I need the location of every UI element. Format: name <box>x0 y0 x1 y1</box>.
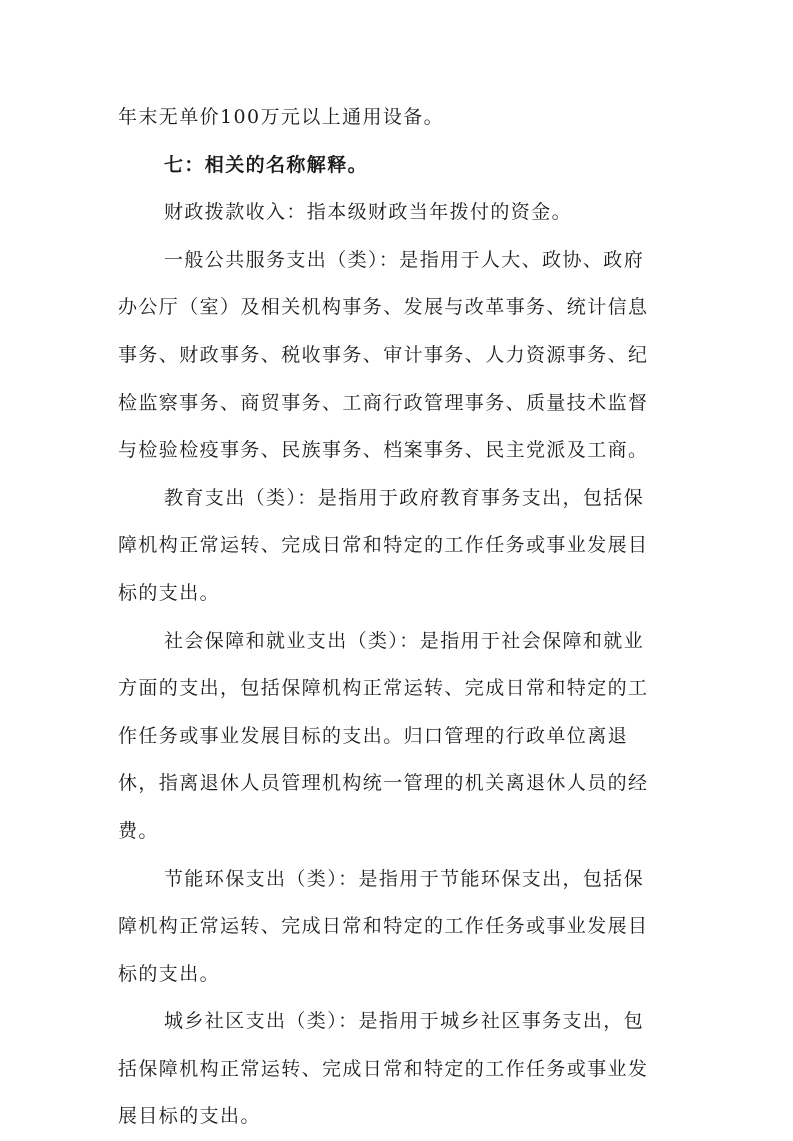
paragraph-line: 费。 <box>118 819 159 842</box>
paragraph-line: 障机构正常运转、完成日常和特定的工作任务或事业发展目 <box>118 534 649 557</box>
paragraph-line: 展目标的支出。 <box>118 1105 261 1128</box>
paragraph-line: 财政拨款收入：指本级财政当年拨付的资金。 <box>164 201 573 224</box>
paragraph-line: 社会保障和就业支出（类）：是指用于社会保障和就业 <box>164 629 645 652</box>
paragraph-line: 检监察事务、商贸事务、工商行政管理事务、质量技术监督 <box>118 391 649 414</box>
paragraph-line: 一般公共服务支出（类）：是指用于人大、政协、政府 <box>164 248 645 271</box>
paragraph-line: 节能环保支出（类）：是指用于节能环保支出，包括保 <box>164 867 645 890</box>
paragraph-line: 作任务或事业发展目标的支出。归口管理的行政单位离退 <box>118 724 629 747</box>
paragraph-line: 标的支出。 <box>118 962 221 985</box>
paragraph-line: 与检验检疫事务、民族事务、档案事务、民主党派及工商。 <box>118 439 649 462</box>
paragraph-line: 办公厅（室）及相关机构事务、发展与改革事务、统计信息 <box>118 296 649 319</box>
paragraph-line: 年末无单价100万元以上通用设备。 <box>118 106 445 128</box>
paragraph-line: 城乡社区支出（类）：是指用于城乡社区事务支出，包 <box>164 1010 645 1033</box>
paragraph-line: 方面的支出，包括保障机构正常运转、完成日常和特定的工 <box>118 677 649 700</box>
document-body <box>118 94 678 1141</box>
paragraph-line: 障机构正常运转、完成日常和特定的工作任务或事业发展目 <box>118 915 649 938</box>
paragraph-line: 标的支出。 <box>118 581 221 604</box>
paragraph-line: 教育支出（类）：是指用于政府教育事务支出，包括保 <box>164 486 645 509</box>
section-heading: 七：相关的名称解释。 <box>164 153 369 176</box>
paragraph-line: 括保障机构正常运转、完成日常和特定的工作任务或事业发 <box>118 1057 649 1080</box>
paragraph-line: 休，指离退休人员管理机构统一管理的机关离退休人员的经 <box>118 772 649 795</box>
paragraph-line: 事务、财政事务、税收事务、审计事务、人力资源事务、纪 <box>118 343 649 366</box>
